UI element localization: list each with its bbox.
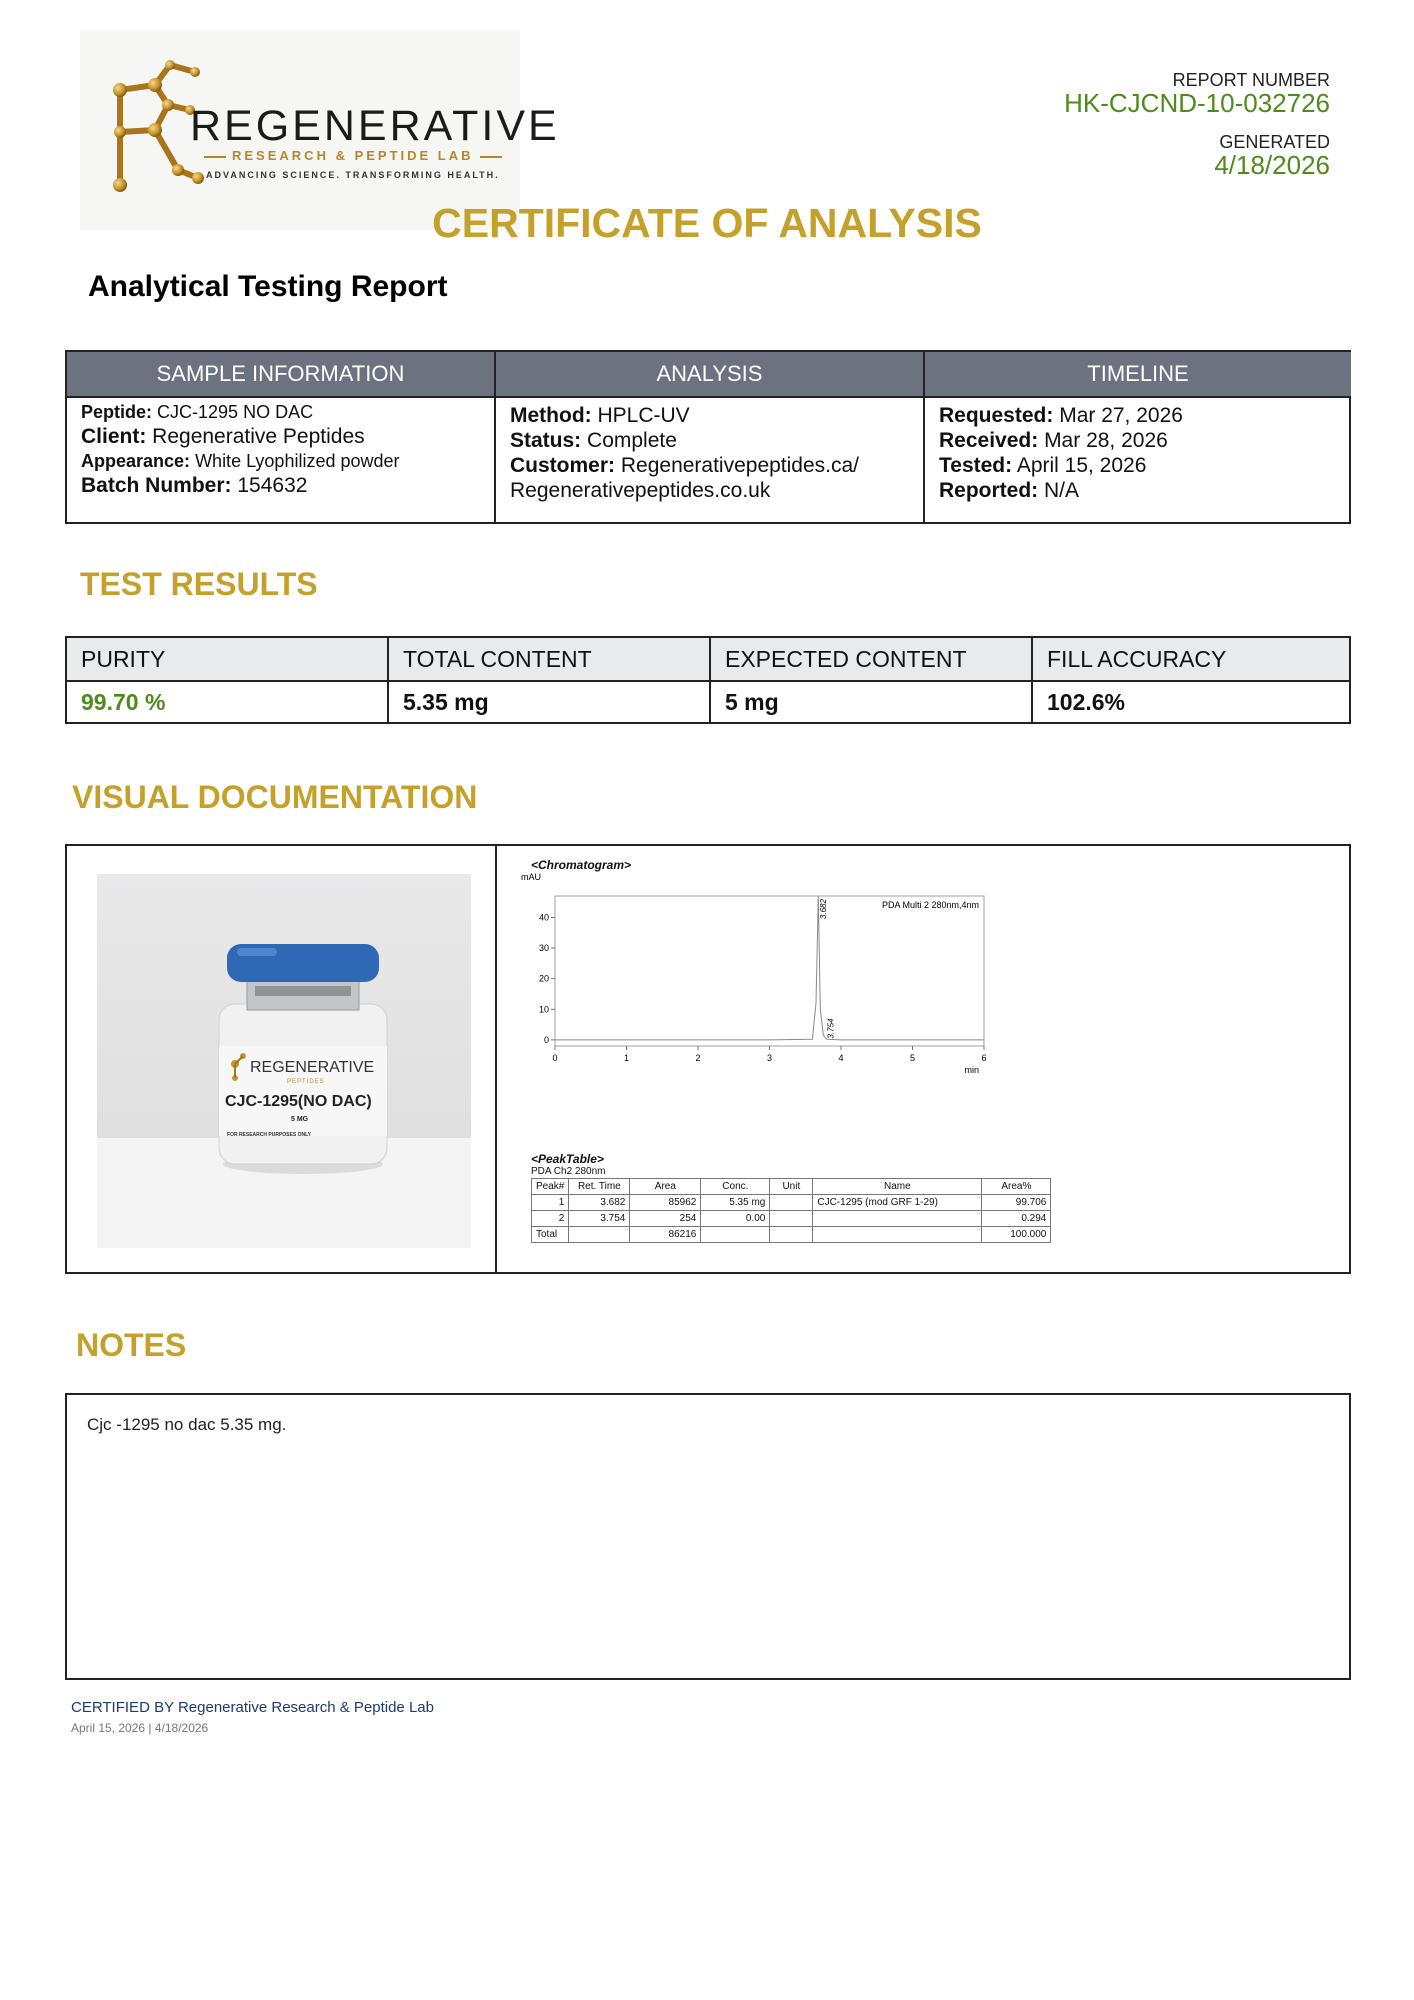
- certified-dates: April 15, 2026 | 4/18/2026: [71, 1721, 209, 1735]
- peak-label: 3.754: [826, 1018, 836, 1039]
- y-tick-label: 0: [543, 1034, 549, 1045]
- vial-dose-text: 5 MG: [291, 1116, 309, 1123]
- purity-header: PURITY: [67, 638, 387, 680]
- table-cell: 5.35 mg: [701, 1195, 770, 1211]
- visual-documentation-panel: [65, 844, 1351, 1274]
- peak-table-header: Name: [813, 1179, 982, 1195]
- table-cell: 3.754: [569, 1211, 630, 1227]
- chromatogram-line: [555, 896, 984, 1040]
- notes-text: Cjc -1295 no dac 5.35 mg.: [87, 1415, 287, 1434]
- table-cell: 0.00: [701, 1211, 770, 1227]
- table-cell: CJC-1295 (mod GRF 1-29): [813, 1195, 982, 1211]
- vial-brand-text: REGENERATIVE: [250, 1059, 375, 1076]
- peak-table-header: Area: [630, 1179, 701, 1195]
- table-cell: 3.682: [569, 1195, 630, 1211]
- table-cell: [569, 1227, 630, 1243]
- y-tick-label: 20: [538, 973, 549, 984]
- expected-content-header: EXPECTED CONTENT: [711, 638, 1031, 680]
- method-value: HPLC-UV: [597, 404, 690, 427]
- generated-date: 4/18/2026: [1214, 150, 1330, 180]
- results-table: [65, 636, 1351, 724]
- fill-accuracy-header: FILL ACCURACY: [1033, 638, 1349, 680]
- analysis-cell: Method: HPLC-UV Status: Complete Customer: Regenerativepeptides.ca/ Regenerativepeptides.co.uk: [510, 396, 920, 522]
- x-tick-label: 5: [909, 1053, 916, 1063]
- table-cell: [770, 1195, 813, 1211]
- x-tick-label: 0: [552, 1053, 558, 1063]
- customer-value-2: Regenerativepeptides.co.uk: [510, 479, 771, 502]
- x-unit-label: min: [964, 1065, 979, 1075]
- x-tick-label: 6: [981, 1053, 987, 1063]
- page-subtitle: Analytical Testing Report: [88, 270, 448, 303]
- y-tick-label: 30: [538, 943, 549, 954]
- chromatogram-title: <Chromatogram>: [531, 858, 632, 872]
- table-cell: 254: [630, 1211, 701, 1227]
- x-tick-label: 1: [623, 1053, 630, 1063]
- requested-value: Mar 27, 2026: [1059, 404, 1183, 427]
- table-cell: [701, 1227, 770, 1243]
- reported-value: N/A: [1044, 479, 1080, 502]
- table-cell: 85962: [630, 1195, 701, 1211]
- vial-photo: [97, 874, 471, 1248]
- peptide-value: CJC-1295 NO DAC: [157, 402, 314, 422]
- batch-value: 154632: [237, 474, 308, 497]
- peak-label: 3.682: [819, 899, 829, 920]
- logo-tagline: ADVANCING SCIENCE. TRANSFORMING HEALTH.: [206, 170, 500, 180]
- fill-accuracy-value: 102.6%: [1047, 689, 1126, 715]
- x-tick-label: 2: [695, 1053, 701, 1063]
- appearance-value: White Lyophilized powder: [195, 451, 400, 471]
- peak-table-title: <PeakTable>: [531, 1152, 604, 1166]
- visual-documentation-heading: VISUAL DOCUMENTATION: [72, 779, 478, 815]
- received-value: Mar 28, 2026: [1044, 429, 1168, 452]
- table-row: [532, 1227, 1051, 1243]
- peak-table-channel: PDA Ch2 280nm: [531, 1166, 606, 1177]
- table-row: [532, 1211, 1051, 1227]
- chromatogram-chart: [513, 872, 993, 1092]
- report-number: HK-CJCND-10-032726: [1064, 88, 1330, 118]
- table-cell: 1: [532, 1195, 569, 1211]
- table-cell: 99.706: [982, 1195, 1051, 1211]
- y-tick-label: 10: [538, 1004, 549, 1015]
- peak-table-header: Ret. Time: [569, 1179, 630, 1195]
- total-content-value: 5.35 mg: [403, 689, 489, 715]
- total-content-header: TOTAL CONTENT: [389, 638, 709, 680]
- notes-box: [65, 1393, 1351, 1680]
- y-unit-label: mAU: [521, 872, 541, 882]
- vial-brand-sub-text: PEPTIDES: [287, 1079, 325, 1085]
- channel-label: PDA Multi 2 280nm,4nm: [881, 900, 979, 910]
- peak-table: [531, 1178, 1051, 1243]
- page-title: CERTIFICATE OF ANALYSIS: [432, 200, 982, 246]
- x-tick-label: 4: [838, 1053, 844, 1063]
- logo-subtitle: RESEARCH & PEPTIDE LAB: [198, 148, 508, 163]
- sample-info-header: SAMPLE INFORMATION: [67, 352, 494, 396]
- certified-by: CERTIFIED BY Regenerative Research & Peptide Lab: [71, 1699, 434, 1716]
- table-cell: [770, 1227, 813, 1243]
- peak-table-header: Peak#: [532, 1179, 569, 1195]
- x-tick-label: 3: [766, 1053, 773, 1063]
- vial-product-text: CJC-1295(NO DAC): [225, 1093, 372, 1110]
- table-cell: 100.000: [982, 1227, 1051, 1243]
- logo-wordmark: REGENERATIVE: [190, 102, 560, 150]
- sample-info-cell: Peptide: CJC-1295 NO DAC Client: Regenerative Peptides Appearance: White Lyophilized powder Batch Number: 154632: [81, 402, 400, 497]
- customer-value: Regenerativepeptides.ca/: [620, 454, 860, 477]
- plot-frame: [555, 896, 984, 1046]
- generated-label: GENERATED: [1219, 132, 1330, 152]
- table-row: [532, 1195, 1051, 1211]
- peak-table-header: Area%: [982, 1179, 1051, 1195]
- expected-content-value: 5 mg: [725, 689, 779, 715]
- timeline-header: TIMELINE: [925, 352, 1351, 396]
- vial-note-text: FOR RESEARCH PURPOSES ONLY: [227, 1132, 311, 1138]
- table-cell: [770, 1211, 813, 1227]
- table-cell: [813, 1211, 982, 1227]
- status-value: Complete: [587, 429, 677, 452]
- analysis-header: ANALYSIS: [496, 352, 923, 396]
- table-cell: Total: [532, 1227, 569, 1243]
- peak-table-header: Conc.: [701, 1179, 770, 1195]
- tested-value: April 15, 2026: [1016, 454, 1147, 477]
- timeline-cell: Requested: Mar 27, 2026 Received: Mar 28, 2026 Tested: April 15, 2026 Reported: N/A: [939, 404, 1183, 502]
- notes-heading: NOTES: [76, 1327, 187, 1363]
- report-number-label: REPORT NUMBER: [1172, 70, 1330, 90]
- peak-table-header-row: [532, 1179, 1051, 1195]
- client-value: Regenerative Peptides: [152, 425, 365, 448]
- info-table: [65, 350, 1351, 524]
- purity-value: 99.70 %: [81, 689, 166, 715]
- table-cell: 2: [532, 1211, 569, 1227]
- peak-table-header: Unit: [770, 1179, 813, 1195]
- table-cell: [813, 1227, 982, 1243]
- table-cell: 86216: [630, 1227, 701, 1243]
- y-tick-label: 40: [538, 912, 549, 923]
- test-results-heading: TEST RESULTS: [80, 566, 318, 602]
- table-cell: 0.294: [982, 1211, 1051, 1227]
